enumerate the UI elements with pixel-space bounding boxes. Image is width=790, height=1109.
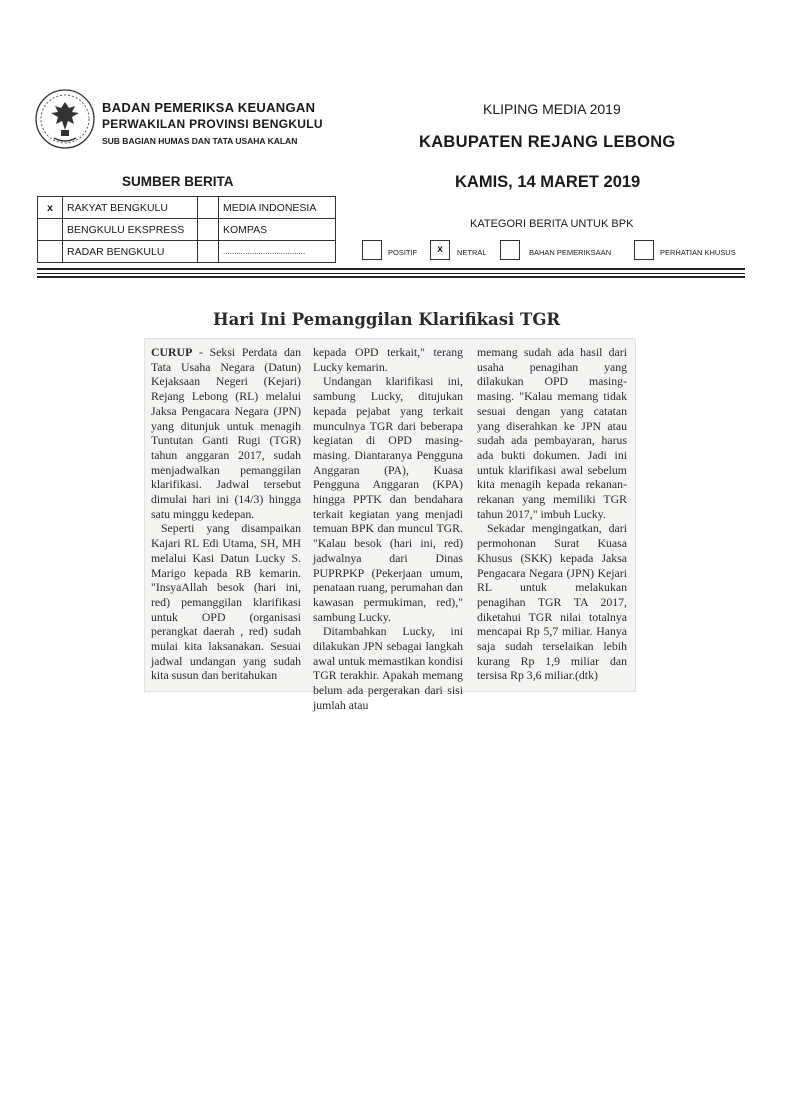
source-name: RAKYAT BENGKULU xyxy=(63,197,198,219)
org-subdivision: SUB BAGIAN HUMAS DAN TATA USAHA KALAN xyxy=(102,136,298,146)
source-mark xyxy=(198,219,219,241)
region-title: KABUPATEN REJANG LEBONG xyxy=(419,133,676,151)
category-netral-label: NETRAL xyxy=(457,248,487,257)
source-name: ..................................... xyxy=(219,241,336,263)
sources-table xyxy=(37,196,336,263)
source-mark xyxy=(198,241,219,263)
paragraph: kepada OPD terkait," terang Lucky kemarin. xyxy=(313,345,463,374)
source-name: RADAR BENGKULU xyxy=(63,241,198,263)
category-perhatian-khusus-checkbox[interactable] xyxy=(634,240,654,260)
article-column-3 xyxy=(477,345,627,683)
paragraph: Sekadar mengingatkan, dari permohonan Surat Kuasa Khusus (SKK) kepada Jaksa Pengacara Negara (JPN) Kejari RL untuk melakukan penagihan TGR TA 2017, diketahui TGR nilai totalnya mencapai Rp 5,7 miliar. Hanya saja sudah terselaikan lebih kurang Rp 1,9 miliar dan tersisa Rp 3,6 miliar.(dtk) xyxy=(477,521,627,683)
source-name: KOMPAS xyxy=(219,219,336,241)
paragraph: Seperti yang disampaikan Kajari RL Edi Utama, SH, MH melalui Kasi Datun Lucky S. Marigo kepada RB kemarin. "InsyaAllah besok (hari ini, red) pemanggilan klarifikasi untuk OPD (organisasi perangkat daerah , red) sudah mulai kita laksanakan. Sesuai jadwal undangan yang sudah kita susun dan beritahukan xyxy=(151,521,301,683)
source-mark xyxy=(38,219,63,241)
garuda-emblem-icon xyxy=(34,88,96,150)
publication-date: KAMIS, 14 MARET 2019 xyxy=(455,173,641,191)
paragraph: memang sudah ada hasil dari usaha penagihan yang dilakukan OPD masing-masing. "Kalau memang tidak sesuai dengan yang catatan yang diserahkan ke JPN atau sudah ada pembayaran, harus ada bukti dokumen. Jadi ini untuk klarifikasi awal sebelum kita menagih kepada rekanan-rekanan yang memiliki TGR tahun 2017," imbuh Lucky. xyxy=(477,345,627,521)
article-headline: Hari Ini Pemanggilan Klarifikasi TGR xyxy=(213,310,561,329)
source-mark xyxy=(198,197,219,219)
category-positif-checkbox[interactable] xyxy=(362,240,382,260)
category-positif-label: POSITIF xyxy=(388,248,418,257)
source-mark: x xyxy=(38,197,63,219)
category-perhatian-khusus-label: PERHATIAN KHUSUS xyxy=(660,248,736,257)
source-row xyxy=(38,219,336,241)
source-row xyxy=(38,241,336,263)
sources-title: SUMBER BERITA xyxy=(122,174,234,189)
paragraph: Undangan klarifikasi ini, sambung Lucky, ditujukan kepada pejabat yang terkait munculnya TGR dari beberapa kegiatan di OPD masing-masing. Diantaranya Pengguna Anggaran (PA), Kuasa Pengguna Anggaran (KPA) hingga PPTK dan bendahara terkait kegiatan yang menjadi temuan BPK dan muncul TGR. "Kalau besok (hari ini, red) jadwalnya dari Dinas PUPRPKP (Pekerjaan umum, penataan ruang, perumahan dan kawasan permukiman, red)," sambung Lucky. xyxy=(313,374,464,624)
divider xyxy=(37,268,745,270)
org-name: BADAN PEMERIKSA KEUANGAN xyxy=(102,100,316,115)
paragraph: - Seksi Perdata dan Tata Usaha Negara (Datun) Kejaksaan Negeri (Kejari) Rejang Lebong (RL) melalui Jaksa Pengacara Negara (JPN) yang ditunjuk untuk menagih Tuntutan Ganti Rugi (TGR) tahun anggaran 2017, sudah menjadwalkan pemanggilan klarifikasi. Jadwal tersebut dimulai hari ini (14/3) hingga satu minggu kedepan. xyxy=(151,345,301,521)
category-netral-checkbox[interactable]: x xyxy=(430,240,450,260)
divider xyxy=(37,273,745,274)
source-name: MEDIA INDONESIA xyxy=(219,197,336,219)
source-mark xyxy=(38,241,63,263)
source-row xyxy=(38,197,336,219)
divider xyxy=(37,276,745,278)
kliping-title: KLIPING MEDIA 2019 xyxy=(483,101,621,117)
dateline: CURUP xyxy=(151,345,193,359)
article-column-2 xyxy=(313,345,463,713)
paragraph: Ditambahkan Lucky, ini dilakukan JPN sebagai langkah awal untuk memastikan kondisi TGR terakhir. Apakah memang belum ada pergerakan dari sisi jumlah atau xyxy=(313,624,463,712)
category-bahan-pemeriksaan-label: BAHAN PEMERIKSAAN xyxy=(529,248,612,257)
category-title: KATEGORI BERITA UNTUK BPK xyxy=(470,218,634,230)
article-column-1 xyxy=(151,345,301,683)
org-division: PERWAKILAN PROVINSI BENGKULU xyxy=(102,117,323,131)
category-bahan-pemeriksaan-checkbox[interactable] xyxy=(500,240,520,260)
source-name: BENGKULU EKSPRESS xyxy=(63,219,198,241)
